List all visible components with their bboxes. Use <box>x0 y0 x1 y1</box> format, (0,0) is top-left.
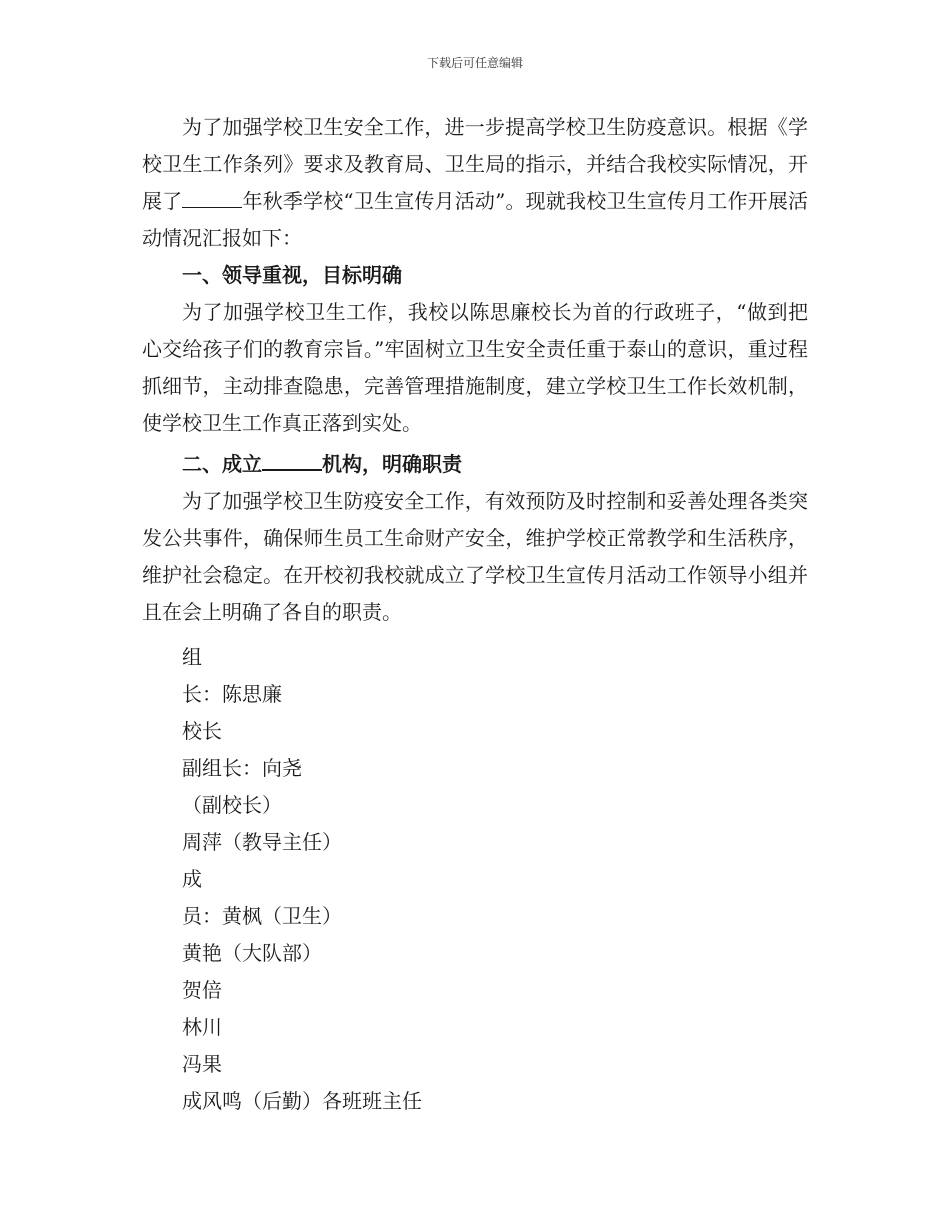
member-line: 成 <box>182 867 202 891</box>
header-text: 下载后可任意编辑 <box>426 56 523 70</box>
section1-paragraph: 为了加强学校卫生工作，我校以陈思廉校长为首的行政班子，“做到把心交给孩子们的教育宗旨。”牢固树立卫生安全责任重于泰山的意识，重过程抓细节，主动排查隐患，完善管理措施制度，建立学校卫生工作长效机制，使学校卫生工作真正落到实处。 <box>142 300 808 435</box>
section2-heading-part1: 二、成立 <box>182 452 262 476</box>
member-line: （副校长） <box>182 793 282 817</box>
page-header <box>0 54 950 71</box>
member-line: 冯果 <box>182 1052 222 1076</box>
member-line: 贺倍 <box>182 978 222 1002</box>
intro-text-part1: 为了加强学校卫生安全工作，进一步提高学校卫生防疫意识。根据《学校卫生工作条列》要求及教育局、卫生局的指示，并结合我校实际情况，开展了 <box>142 115 808 213</box>
org-blank <box>262 469 322 471</box>
member-line: 员：黄枫（卫生） <box>182 904 342 928</box>
member-line: 副组长：向尧 <box>182 756 302 780</box>
member-line: 长：陈思廉 <box>182 682 282 706</box>
section2-paragraph: 为了加强学校卫生防疫安全工作，有效预防及时控制和妥善处理各类突发公共事件，确保师生员工生命财产安全，维护学校正常教学和生活秩序，维护社会稳定。在开校初我校就成立了学校卫生宣传月活动工作领导小组并且在会上明确了各自的职责。 <box>142 489 808 624</box>
section1-heading: 一、领导重视，目标明确 <box>182 263 402 287</box>
year-blank <box>182 207 242 208</box>
section2-heading <box>142 446 808 483</box>
member-line: 黄艳（大队部） <box>182 941 322 965</box>
member-list <box>142 639 808 1120</box>
member-line: 周萍（教导主任） <box>182 830 342 854</box>
document-body <box>142 109 808 1120</box>
member-line: 组 <box>182 645 202 669</box>
intro-text-part2: 年秋季学校“卫生宣传月活动”。现就我校卫生宣传月工作开展活动情况汇报如下： <box>142 189 808 250</box>
member-line: 校长 <box>182 719 222 743</box>
member-line: 成风鸣（后勤）各班班主任 <box>182 1089 422 1113</box>
member-line: 林川 <box>182 1015 222 1039</box>
section2-heading-part2: 机构，明确职责 <box>322 452 462 476</box>
intro-paragraph <box>142 109 808 257</box>
